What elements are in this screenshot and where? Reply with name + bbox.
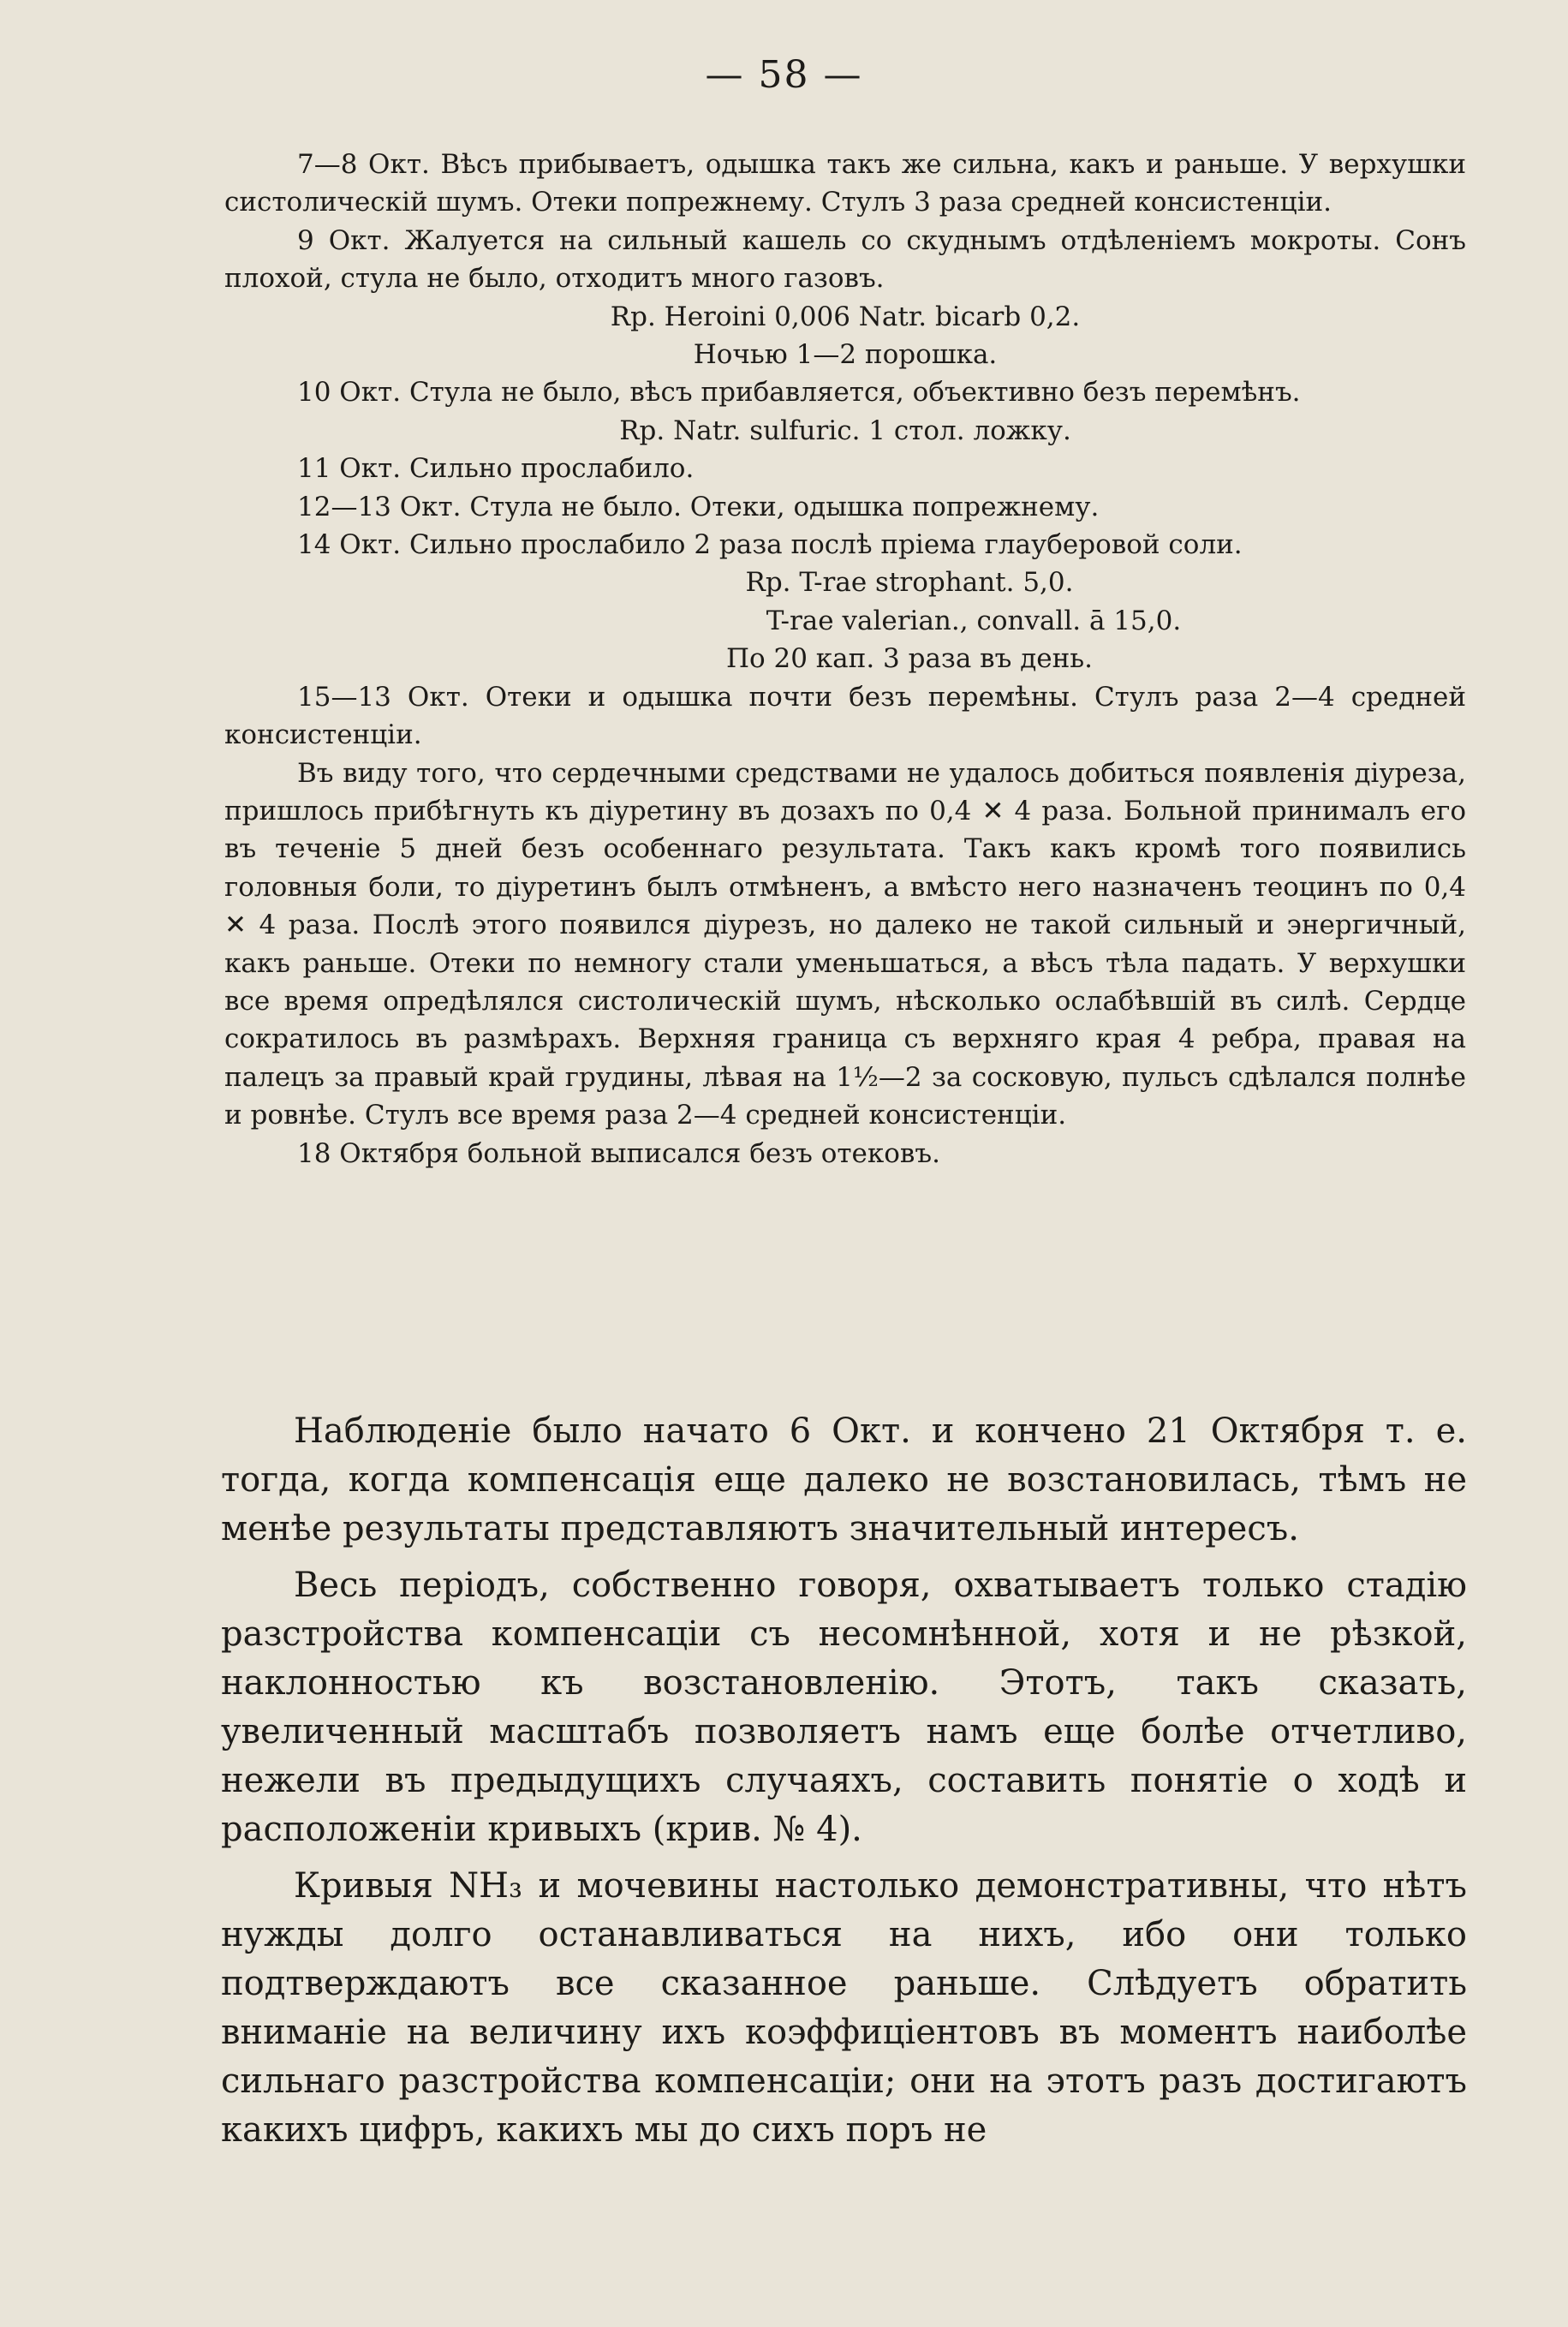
body-paragraph: Кривыя NH₃ и мочевины настолько демонстративны, что нѣтъ нужды долго останавливаться на нихъ, ибо они только подтверждаютъ все сказанное раньше. Слѣдуетъ обратить вниманіе на величину ихъ коэффиціентовъ въ моментъ наиболѣе сильнаго разстройства компенсаціи; они на этотъ разъ достигаютъ какихъ цифръ, какихъ мы до сихъ поръ не xyxy=(221,1866,1467,2150)
note-line: 10 Окт. Стула не было, вѣсъ прибавляется, объективно безъ перемѣнъ. xyxy=(297,377,1301,409)
note-line: 9 Окт. Жалуется на сильный кашель со скуднымъ отдѣленіемъ мокроты. Сонъ плохой, стула не было, отходитъ много газовъ. xyxy=(224,224,1466,295)
prescription-line: Rp. Heroini 0,006 Natr. bicarb 0,2. xyxy=(610,301,1081,332)
prescription-line: Rp. T-rae strophant. 5,0. xyxy=(745,567,1074,599)
page-number: — 58 — xyxy=(705,53,863,97)
note-line: 18 Октября больной выписался безъ отековъ. xyxy=(297,1137,940,1169)
case-notes xyxy=(224,146,1466,1172)
prescription-line: По 20 кап. 3 раза въ день. xyxy=(725,643,1094,675)
body-text xyxy=(221,1407,1467,2163)
prescription-line: Rp. Natr. sulfuric. 1 стол. ложку. xyxy=(619,415,1071,446)
prescription-line: Ночью 1—2 порошка. xyxy=(693,339,998,371)
note-line: 15—13 Окт. Отеки и одышка почти безъ перемѣны. Стулъ раза 2—4 средней консистенціи. xyxy=(224,681,1466,751)
note-line: 12—13 Окт. Стула не было. Отеки, одышка попрежнему. xyxy=(297,491,1100,522)
note-line: 14 Окт. Сильно прослабило 2 раза послѣ пріема глауберовой соли. xyxy=(297,529,1243,561)
note-line: 11 Окт. Сильно прослабило. xyxy=(297,453,695,485)
note-paragraph: Въ виду того, что сердечными средствами не удалось добиться появленія діуреза, пришлось прибѣгнуть къ діуретину въ дозахъ по 0,4 ✕ 4 раза. Больной принималъ его въ теченіе 5 дней безъ особеннаго результата. Такъ какъ кромѣ того появились головныя боли, то діуретинъ былъ отмѣненъ, а вмѣсто него назначенъ теоцинъ по 0,4 ✕ 4 раза. Послѣ этого появился діурезъ, но далеко не такой сильный и энергичный, какъ раньше. Отеки по немногу стали уменьшаться, а вѣсъ тѣла падать. У верхушки все время опредѣлялся систолическій шумъ, нѣсколько ослабѣвшій въ силѣ. Сердце сократилось въ размѣрахъ. Верхняя граница съ верхняго края 4 ребра, правая на палецъ за правый край грудины, лѣвая на 1½—2 за сосковую, пульсъ сдѣлался полнѣе и ровнѣе. Стулъ все время раза 2—4 средней консистенціи. xyxy=(224,757,1466,1131)
note-line: 7—8 Окт. Вѣсъ прибываетъ, одышка такъ же сильна, какъ и раньше. У верхушки систолическій шумъ. Отеки попрежнему. Стулъ 3 раза средней консистенціи. xyxy=(224,149,1466,218)
body-paragraph: Весь періодъ, собственно говоря, охватываетъ только стадію разстройства компенсаціи съ несомнѣнной, хотя и не рѣзкой, наклонностью къ возстановленію. Этотъ, такъ сказать, увеличенный масштабъ позволяетъ намъ еще болѣе отчетливо, нежели въ предыдущихъ случаяхъ, составить понятіе о ходѣ и расположеніи кривыхъ (крив. № 4). xyxy=(221,1566,1467,1849)
prescription-line: T-rae valerian., convall. ā 15,0. xyxy=(766,605,1182,636)
body-paragraph: Наблюденіе было начато 6 Окт. и кончено 21 Октября т. е. тогда, когда компенсація еще далеко не возстановилась, тѣмъ не менѣе результаты представляютъ значительный интересъ. xyxy=(221,1411,1467,1548)
